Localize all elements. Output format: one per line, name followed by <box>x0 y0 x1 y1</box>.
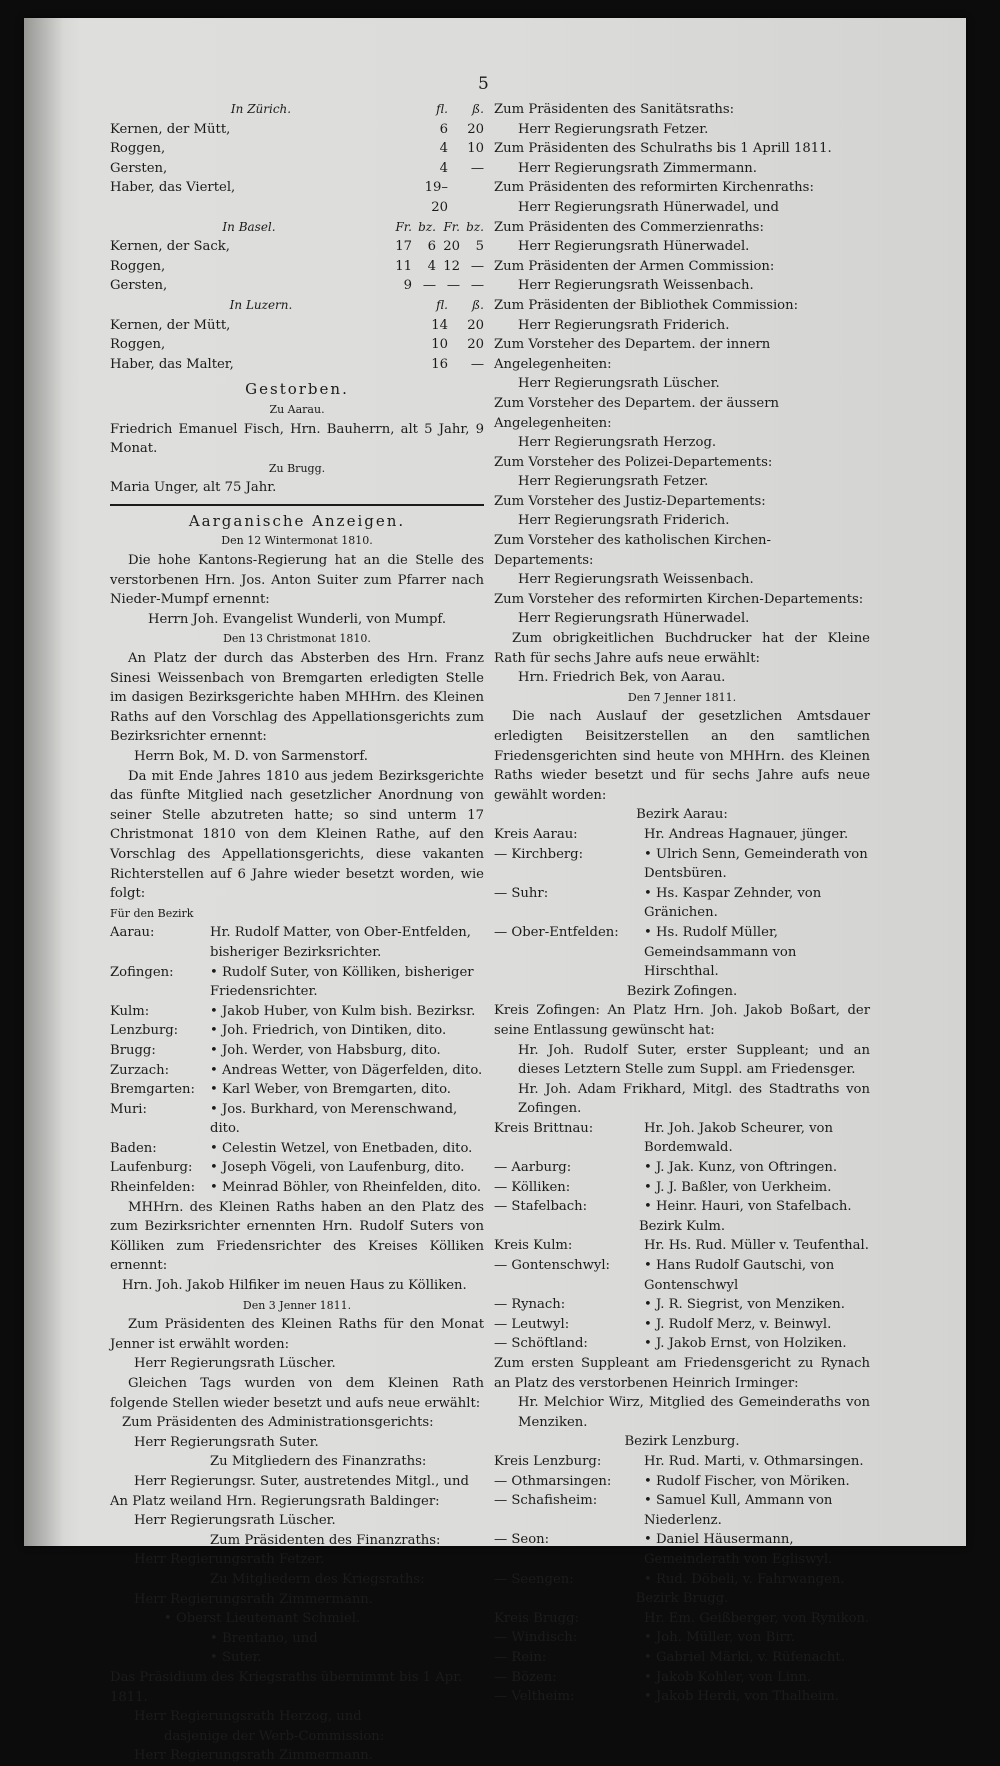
entry-row <box>110 1158 484 1178</box>
text-line: Herr Regierungsrath Hünerwadel. <box>518 239 750 255</box>
basel-heading-row <box>110 218 484 238</box>
price-value: 6 <box>427 239 436 255</box>
entry-key: — Schafisheim: <box>494 1493 598 1509</box>
entry-row <box>110 1002 484 1022</box>
luzern-units <box>412 296 484 316</box>
entry-value: • Rudolf Fischer, von Möriken. <box>644 1473 850 1489</box>
price-value: 20 <box>443 239 460 255</box>
text-line: Herr Regierungsrath Fetzer. <box>518 121 709 137</box>
section-rule <box>110 504 484 506</box>
unit: ß. <box>472 102 484 116</box>
entry-key: Baden: <box>110 1140 157 1156</box>
price-row <box>110 335 484 355</box>
binding-shadow <box>24 18 64 1546</box>
price-value: 20 <box>467 337 484 353</box>
entry-value: • Andreas Wetter, von Dägerfelden, dito. <box>210 1062 483 1078</box>
price-row <box>110 139 484 159</box>
entry-value: • Gabriel Märki, v. Rüfenacht. <box>644 1649 845 1665</box>
anzeigen-title: Aarganische Anzeigen. <box>188 511 406 530</box>
entry-row <box>494 825 870 845</box>
zurich-heading-row <box>110 100 484 120</box>
right-column <box>494 100 870 1707</box>
commodity: Roggen, <box>110 258 166 274</box>
price-value: 4 <box>439 160 448 176</box>
entry-value: • Jakob Kohler, von Linn. <box>644 1669 812 1685</box>
entry-key: Zofingen: <box>110 964 174 980</box>
entry-key: — Leutwyl: <box>494 1316 570 1332</box>
notice-text: Gleichen Tags wurden von dem Kleinen Rath folgende Stellen wieder besetzt und aufs neue erwählt: <box>110 1376 484 1411</box>
notice-text: MHHrn. des Kleinen Raths haben an den Platz des zum Bezirksrichter ernennten Hrn. Rudolf Suters von Kölliken zum Friedensrichter des Kreises Kölliken ernennt: <box>110 1199 484 1274</box>
text-line: Herr Regierungsrath Zimmermann. <box>518 160 757 176</box>
price-value: 5 <box>475 239 484 255</box>
luzern-heading-row <box>110 296 484 316</box>
entry-key: Bremgarten: <box>110 1082 195 1098</box>
unit: fl. <box>436 102 448 116</box>
text-line: Zum Vorsteher des reformirten Kirchen-Departements: <box>494 591 864 607</box>
text-line: Zum Präsidenten des Sanitätsraths: <box>494 102 735 117</box>
text-line: Zum Vorsteher des Justiz-Departements: <box>494 493 766 509</box>
entry-row <box>494 1628 870 1648</box>
entry-value: • Hs. Rudolf Müller, Gemeindsammann von Hirschthal. <box>644 924 797 980</box>
bezirk-heading: Bezirk Lenzburg. <box>624 1434 740 1450</box>
text-line: Zum Präsidenten des reformirten Kirchenraths: <box>494 180 814 196</box>
entry-row <box>494 1158 870 1178</box>
price-value: 20 <box>467 121 484 137</box>
text-line: Zu Mitgliedern des Finanzraths: <box>210 1454 427 1470</box>
price-value: 14 <box>431 317 448 333</box>
price-value: 17 <box>395 239 412 255</box>
entry-key: — Othmarsingen: <box>494 1473 612 1489</box>
entry-value: • J. Rudolf Merz, v. Beinwyl. <box>644 1316 832 1332</box>
entry-value: • Jakob Huber, von Kulm bish. Bezirksr. <box>210 1003 476 1019</box>
entry-row <box>494 1609 870 1629</box>
commodity: Haber, das Malter, <box>110 356 234 372</box>
entry-key: Aarau: <box>110 925 155 941</box>
notice-text: Zum ersten Suppleant am Friedensgericht zu Rynach an Platz des verstorbenen Heinrich Irminger: <box>494 1356 870 1391</box>
entry-value: Hr. Andreas Hagnauer, jünger. <box>644 826 849 842</box>
text-line: Herr Regierungsrath Zimmermann. <box>134 1748 373 1764</box>
entry-value: • Ulrich Senn, Gemeinderath von Dentsbüren. <box>644 846 868 882</box>
entry-value: • Joh. Werder, von Habsburg, dito. <box>210 1042 441 1058</box>
entry-key: — Veltheim: <box>494 1689 575 1705</box>
entry-value: • Jos. Burkhard, von Merenschwand, dito. <box>210 1101 458 1137</box>
text-line: Herr Regierungsrath Weissenbach. <box>518 278 754 294</box>
entry-key: — Windisch: <box>494 1630 578 1646</box>
entry-row <box>494 1472 870 1492</box>
entry-key: Rheinfelden: <box>110 1180 196 1196</box>
entry-row <box>494 1452 870 1472</box>
entry-value: Hr. Rud. Marti, v. Othmarsingen. <box>644 1453 864 1469</box>
entry-row <box>494 923 870 982</box>
entry-row <box>110 963 484 1002</box>
entry-key: Kreis Kulm: <box>494 1238 573 1254</box>
text-line: Zum Vorsteher des katholischen Kirchen-Departements: <box>494 533 771 568</box>
text-line: Herr Regierungsrath Lüscher. <box>518 376 720 392</box>
bezirk-heading: Bezirk Kulm. <box>638 1218 726 1234</box>
commodity: Kernen, der Sack, <box>110 239 230 255</box>
price-row <box>110 159 484 179</box>
text-line: Zum Vorsteher des Polizei-Departements: <box>494 454 773 470</box>
text-line: • Brentano, und <box>210 1630 318 1646</box>
text-line: Herr Regierungsrath Hünerwadel. <box>518 611 750 627</box>
entry-key: — Seon: <box>494 1532 550 1548</box>
death-notice: Friedrich Emanuel Fisch, Hrn. Bauherrn, alt 5 Jahr, 9 Monat. <box>110 421 484 457</box>
price-value: 16 <box>431 356 448 372</box>
entry-row <box>494 1295 870 1315</box>
luzern-price-list <box>110 316 484 375</box>
entry-value: • J. R. Siegrist, von Menziken. <box>644 1297 845 1313</box>
entry-key: — Stafelbach: <box>494 1199 588 1215</box>
unit: Fr. <box>443 219 460 234</box>
text-line: Herr Regierungsrath Friderich. <box>518 513 730 529</box>
price-row <box>110 257 484 277</box>
entry-value: • Samuel Kull, Ammann von Niederlenz. <box>644 1493 833 1528</box>
judges-list <box>110 923 484 1197</box>
kreis-list <box>494 1452 870 1589</box>
text-line: Herr Regierungsrath Friderich. <box>518 317 730 333</box>
text-line: Herr Regierungsrath Weissenbach. <box>518 572 754 588</box>
gestorben-brugg-heading: Zu Brugg. <box>268 461 326 475</box>
entry-key: — Kirchberg: <box>494 846 584 862</box>
entry-row <box>494 1119 870 1158</box>
entry-value: • Meinrad Böhler, von Rheinfelden, dito. <box>210 1180 482 1196</box>
entry-row <box>494 1256 870 1295</box>
text-line: Herr Regierungsrath Suter. <box>134 1434 319 1450</box>
price-value: 6 <box>439 121 448 137</box>
notice-text: An Platz der durch das Absterben des Hrn. Franz Sinesi Weissenbach von Bremgarten erledigten Stelle im dasigen Bezirksgerichte haben MHHrn. des Kleinen Raths auf den Vorschlag des Appellationsgerichts zum Bezirksrichter ernennt: <box>110 651 484 745</box>
price-value: 20 <box>467 317 484 333</box>
entry-key: Kreis Brugg: <box>494 1610 579 1626</box>
entry-row <box>494 845 870 884</box>
text-line: Herr Regierungsrath Zimmermann. <box>134 1591 373 1607</box>
text-line: Herr Regierungsr. Suter, austretendes Mitgl., und <box>134 1473 469 1489</box>
entry-key: — Suhr: <box>494 885 549 901</box>
notice-date: Den 13 Christmonat 1810. <box>223 632 371 646</box>
basel-price-list <box>110 237 484 296</box>
appointee-name: Herrn Bok, M. D. von Sarmenstorf. <box>134 749 368 764</box>
entry-row <box>110 1080 484 1100</box>
basel-units <box>388 218 484 238</box>
price-row <box>110 276 484 296</box>
entry-row <box>110 1178 484 1198</box>
text-line: Zum Vorsteher des Departem. der innern Angelegenheiten: <box>494 337 771 372</box>
appointee-name: Herrn Joh. Evangelist Wunderli, von Mumpf. <box>147 611 447 627</box>
price-row <box>110 178 484 217</box>
entry-key: Kreis Lenzburg: <box>494 1453 602 1469</box>
entry-value: • J. J. Baßler, von Uerkheim. <box>644 1179 832 1195</box>
notice-text: Da mit Ende Jahres 1810 aus jedem Bezirksgerichte das fünfte Mitglied nach gesetzlicher Anordnung von seiner Stelle abzutreten hatte; so sind unterm 17 Christmonat 1810 von dem Kleinen Rathe, auf den Vorschlag des Appellationsgerichts, diese vakanten Richterstellen auf 6 Jahre wieder besetzt worden, wie folgt: <box>110 768 484 902</box>
entry-value: • Joseph Vögeli, von Laufenburg, dito. <box>210 1160 465 1176</box>
commodity: Gersten, <box>110 160 168 176</box>
entry-key: Kreis Aarau: <box>494 826 578 842</box>
entry-value: Hr. Hs. Rud. Müller v. Teufenthal. <box>644 1238 869 1254</box>
notice-date: Den 3 Jenner 1811. <box>242 1298 352 1312</box>
page-number: 5 <box>478 74 489 94</box>
entry-row <box>494 884 870 923</box>
price-value: 4 <box>439 141 448 157</box>
bezirk-heading: Bezirk Aarau: <box>636 807 728 823</box>
gestorben-aarau-heading: Zu Aarau. <box>269 402 325 416</box>
text-line: Herr Regierungsrath Fetzer. <box>518 474 709 490</box>
commodity: Roggen, <box>110 141 166 157</box>
unit: bz. <box>418 219 436 234</box>
commodity: Kernen, der Mütt, <box>110 121 231 137</box>
price-value: 10 <box>431 337 448 353</box>
luzern-heading: In Luzern. <box>229 297 293 312</box>
notice-text: Die nach Auslauf der gesetzlichen Amtsdauer erledigten Beisitzerstellen an den samtlichen Friedensgerichten sind heute von MHHrn. des Kleinen Raths wieder besetzt und für sechs Jahre aufs neue gewählt worden: <box>494 709 870 803</box>
appointee-name: Herr Regierungsrath Lüscher. <box>134 1356 336 1372</box>
price-row <box>110 316 484 336</box>
notice-text: Zum Präsidenten des Kleinen Raths für den Monat Jenner ist erwählt worden: <box>110 1317 484 1352</box>
entry-key: — Rynach: <box>494 1297 566 1313</box>
bezirk-label: Für den Bezirk <box>110 906 194 920</box>
kreis-list <box>494 1119 870 1217</box>
entry-key: — Bözen: <box>494 1669 557 1685</box>
death-notice: Maria Unger, alt 75 Jahr. <box>110 480 277 496</box>
entry-value: • J. Jakob Ernst, von Holziken. <box>644 1336 847 1352</box>
price-value: — <box>470 356 484 372</box>
price-value: 4 <box>427 258 436 274</box>
notice-date: Den 7 Jenner 1811. <box>627 690 737 704</box>
appointee-name: Hrn. Joh. Jakob Hilfiker im neuen Haus zu Kölliken. <box>122 1278 467 1294</box>
bezirk-heading: Bezirk Zofingen. <box>626 983 738 999</box>
entry-row <box>110 1139 484 1159</box>
commodity: Haber, das Viertel, <box>110 180 236 196</box>
entry-key: Brugg: <box>110 1042 156 1058</box>
entry-value: • J. Jak. Kunz, von Oftringen. <box>644 1160 838 1176</box>
price-row <box>110 237 484 257</box>
zurich-price-list <box>110 120 484 218</box>
price-value: 10 <box>467 141 484 157</box>
entry-key: — Ober-Entfelden: <box>494 924 619 940</box>
entry-row <box>494 1491 870 1530</box>
text-line: • Suter. <box>210 1650 262 1666</box>
entry-key: — Kölliken: <box>494 1179 571 1195</box>
text-line: Zu Mitgliedern des Kriegsraths: <box>210 1571 425 1587</box>
text-line: • Oberst Lieutenant Schmiel. <box>164 1611 361 1627</box>
text-line: An Platz weiland Hrn. Regierungsrath Baldinger: <box>110 1493 440 1509</box>
commodity: Gersten, <box>110 278 168 294</box>
entry-key: Laufenburg: <box>110 1160 193 1176</box>
entry-value: • Joh. Friedrich, von Dintiken, dito. <box>210 1023 447 1039</box>
entry-row <box>494 1178 870 1198</box>
text-line: Herr Regierungsrath Fetzer. <box>134 1552 325 1568</box>
kreis-list <box>494 1236 870 1354</box>
entry-value: Hr. Em. Geißberger, von Rynikon. <box>644 1610 870 1626</box>
entry-row <box>494 1668 870 1688</box>
text-line: Das Präsidium des Kriegsraths übernimmt bis 1 Apr. 1811. <box>110 1669 463 1705</box>
entry-row <box>494 1197 870 1217</box>
text-line: Zum Präsidenten des Finanzraths: <box>210 1532 441 1548</box>
commodity: Kernen, der Mütt, <box>110 317 231 333</box>
entry-row <box>110 923 484 962</box>
entry-key: — Schöftland: <box>494 1336 588 1352</box>
text-line: Herr Regierungsrath Herzog, und <box>134 1709 362 1725</box>
notice-text: Die hohe Kantons-Regierung hat an die Stelle des verstorbenen Hrn. Jos. Anton Suiter zum Pfarrer nach Nieder-Mumpf ernennt: <box>110 553 484 608</box>
commodity: Roggen, <box>110 337 166 353</box>
entry-row <box>110 1061 484 1081</box>
entry-value: • Hs. Kaspar Zehnder, von Gränichen. <box>644 885 822 921</box>
entry-key: — Aarburg: <box>494 1160 572 1176</box>
price-row <box>110 120 484 140</box>
unit: ß. <box>472 297 484 312</box>
notice-text: Kreis Zofingen: An Platz Hrn. Joh. Jakob Boßart, der seine Entlassung gewünscht hat: <box>494 1003 870 1038</box>
price-value: — <box>470 258 484 274</box>
entry-row <box>494 1334 870 1354</box>
text-line: Herr Regierungsrath Herzog. <box>518 435 717 451</box>
entry-key: Kulm: <box>110 1003 150 1019</box>
unit: fl. <box>436 297 448 312</box>
appointee-name: Hr. Melchior Wirz, Mitglied des Gemeinderaths von Menziken. <box>518 1395 870 1430</box>
gestorben-title: Gestorben. <box>245 380 349 399</box>
entry-value: • Daniel Häusermann, Gemeinderath von Egliswyl. <box>644 1532 833 1567</box>
text-line: Herr Regierungsrath Lüscher. <box>134 1513 336 1529</box>
appointments-list <box>494 100 870 629</box>
entry-row <box>494 1236 870 1256</box>
entry-key: Zurzach: <box>110 1062 170 1078</box>
entry-row <box>494 1530 870 1569</box>
kreis-list <box>494 825 870 982</box>
price-value <box>448 178 484 217</box>
entry-value: • Hans Rudolf Gautschi, von Gontenschwyl <box>644 1258 835 1293</box>
entry-key: — Gontenschwyl: <box>494 1258 610 1274</box>
bezirk-heading: Bezirk Brugg. <box>635 1591 729 1607</box>
text-line: Zum Präsidenten der Bibliothek Commission: <box>494 297 799 313</box>
text-line: Zum Präsidenten des Schulraths bis 1 Aprill 1811. <box>494 141 832 157</box>
price-value: 9 <box>403 278 412 294</box>
entry-key: — Seengen: <box>494 1571 574 1587</box>
entry-row <box>110 1041 484 1061</box>
entry-row <box>494 1648 870 1668</box>
zurich-heading: In Zürich. <box>230 102 292 116</box>
entry-value: • Joh. Müller, von Birr. <box>644 1630 795 1646</box>
text-line: dasjenige der Werb-Commission: <box>164 1728 385 1744</box>
entry-value: • Rudolf Suter, von Kölliken, bisheriger Friedensrichter. <box>210 964 474 1000</box>
entry-value: • Jakob Herdi, von Thalheim. <box>644 1689 839 1705</box>
price-row <box>110 355 484 375</box>
entry-value: • Heinr. Hauri, von Stafelbach. <box>644 1199 852 1215</box>
text-line: Zum Präsidenten des Commerzienraths: <box>494 219 764 235</box>
left-column <box>110 100 484 1766</box>
basel-heading: In Basel. <box>222 219 276 234</box>
appointments-list <box>110 1413 484 1766</box>
entry-value: • Karl Weber, von Bremgarten, dito. <box>210 1082 451 1098</box>
text-line: Zum Präsidenten der Armen Commission: <box>494 258 775 274</box>
notice-text: Hr. Joh. Rudolf Suter, erster Suppleant; und an dieses Letztern Stelle zum Suppl. am Friedensger. <box>518 1042 870 1078</box>
entry-key: — Rein: <box>494 1649 547 1665</box>
price-value: — <box>422 278 436 294</box>
unit: bz. <box>466 219 484 234</box>
entry-row <box>494 1570 870 1590</box>
entry-row <box>494 1315 870 1335</box>
price-value: 12 <box>443 258 460 274</box>
notice-date: Den 12 Wintermonat 1810. <box>221 534 373 548</box>
entry-key: Lenzburg: <box>110 1023 179 1039</box>
price-value: 19–20 <box>424 180 448 215</box>
unit: Fr. <box>395 219 412 234</box>
notice-text: Zum obrigkeitlichen Buchdrucker hat der Kleine Rath für sechs Jahre aufs neue erwählt: <box>494 631 870 666</box>
price-value: — <box>470 160 484 176</box>
entry-key: Muri: <box>110 1101 147 1117</box>
entry-value: • Celestin Wetzel, von Enetbaden, dito. <box>210 1140 473 1156</box>
notice-text: Hr. Joh. Adam Frikhard, Mitgl. des Stadtraths von Zofingen. <box>518 1081 870 1117</box>
price-value: — <box>446 278 460 294</box>
text-line: Herr Regierungsrath Hünerwadel, und <box>518 199 779 215</box>
price-value: 11 <box>395 258 412 274</box>
text-line: Zum Präsidenten des Administrationsgerichts: <box>122 1415 434 1431</box>
entry-row <box>494 1687 870 1707</box>
kreis-list <box>494 1609 870 1707</box>
price-value: — <box>470 278 484 294</box>
entry-key: Kreis Brittnau: <box>494 1120 594 1136</box>
entry-row <box>110 1021 484 1041</box>
text-line: Zum Vorsteher des Departem. der äussern Angelegenheiten: <box>494 395 779 431</box>
entry-row <box>110 1100 484 1139</box>
zurich-units <box>412 100 484 120</box>
entry-value: Hr. Joh. Jakob Scheurer, von Bordemwald. <box>644 1120 833 1156</box>
entry-value: Hr. Rudolf Matter, von Ober-Entfelden, bisheriger Bezirksrichter. <box>210 925 471 960</box>
appointee-name: Hrn. Friedrich Bek, von Aarau. <box>518 670 726 686</box>
entry-value: • Rud. Döbeli, v. Fahrwangen. <box>644 1571 845 1587</box>
